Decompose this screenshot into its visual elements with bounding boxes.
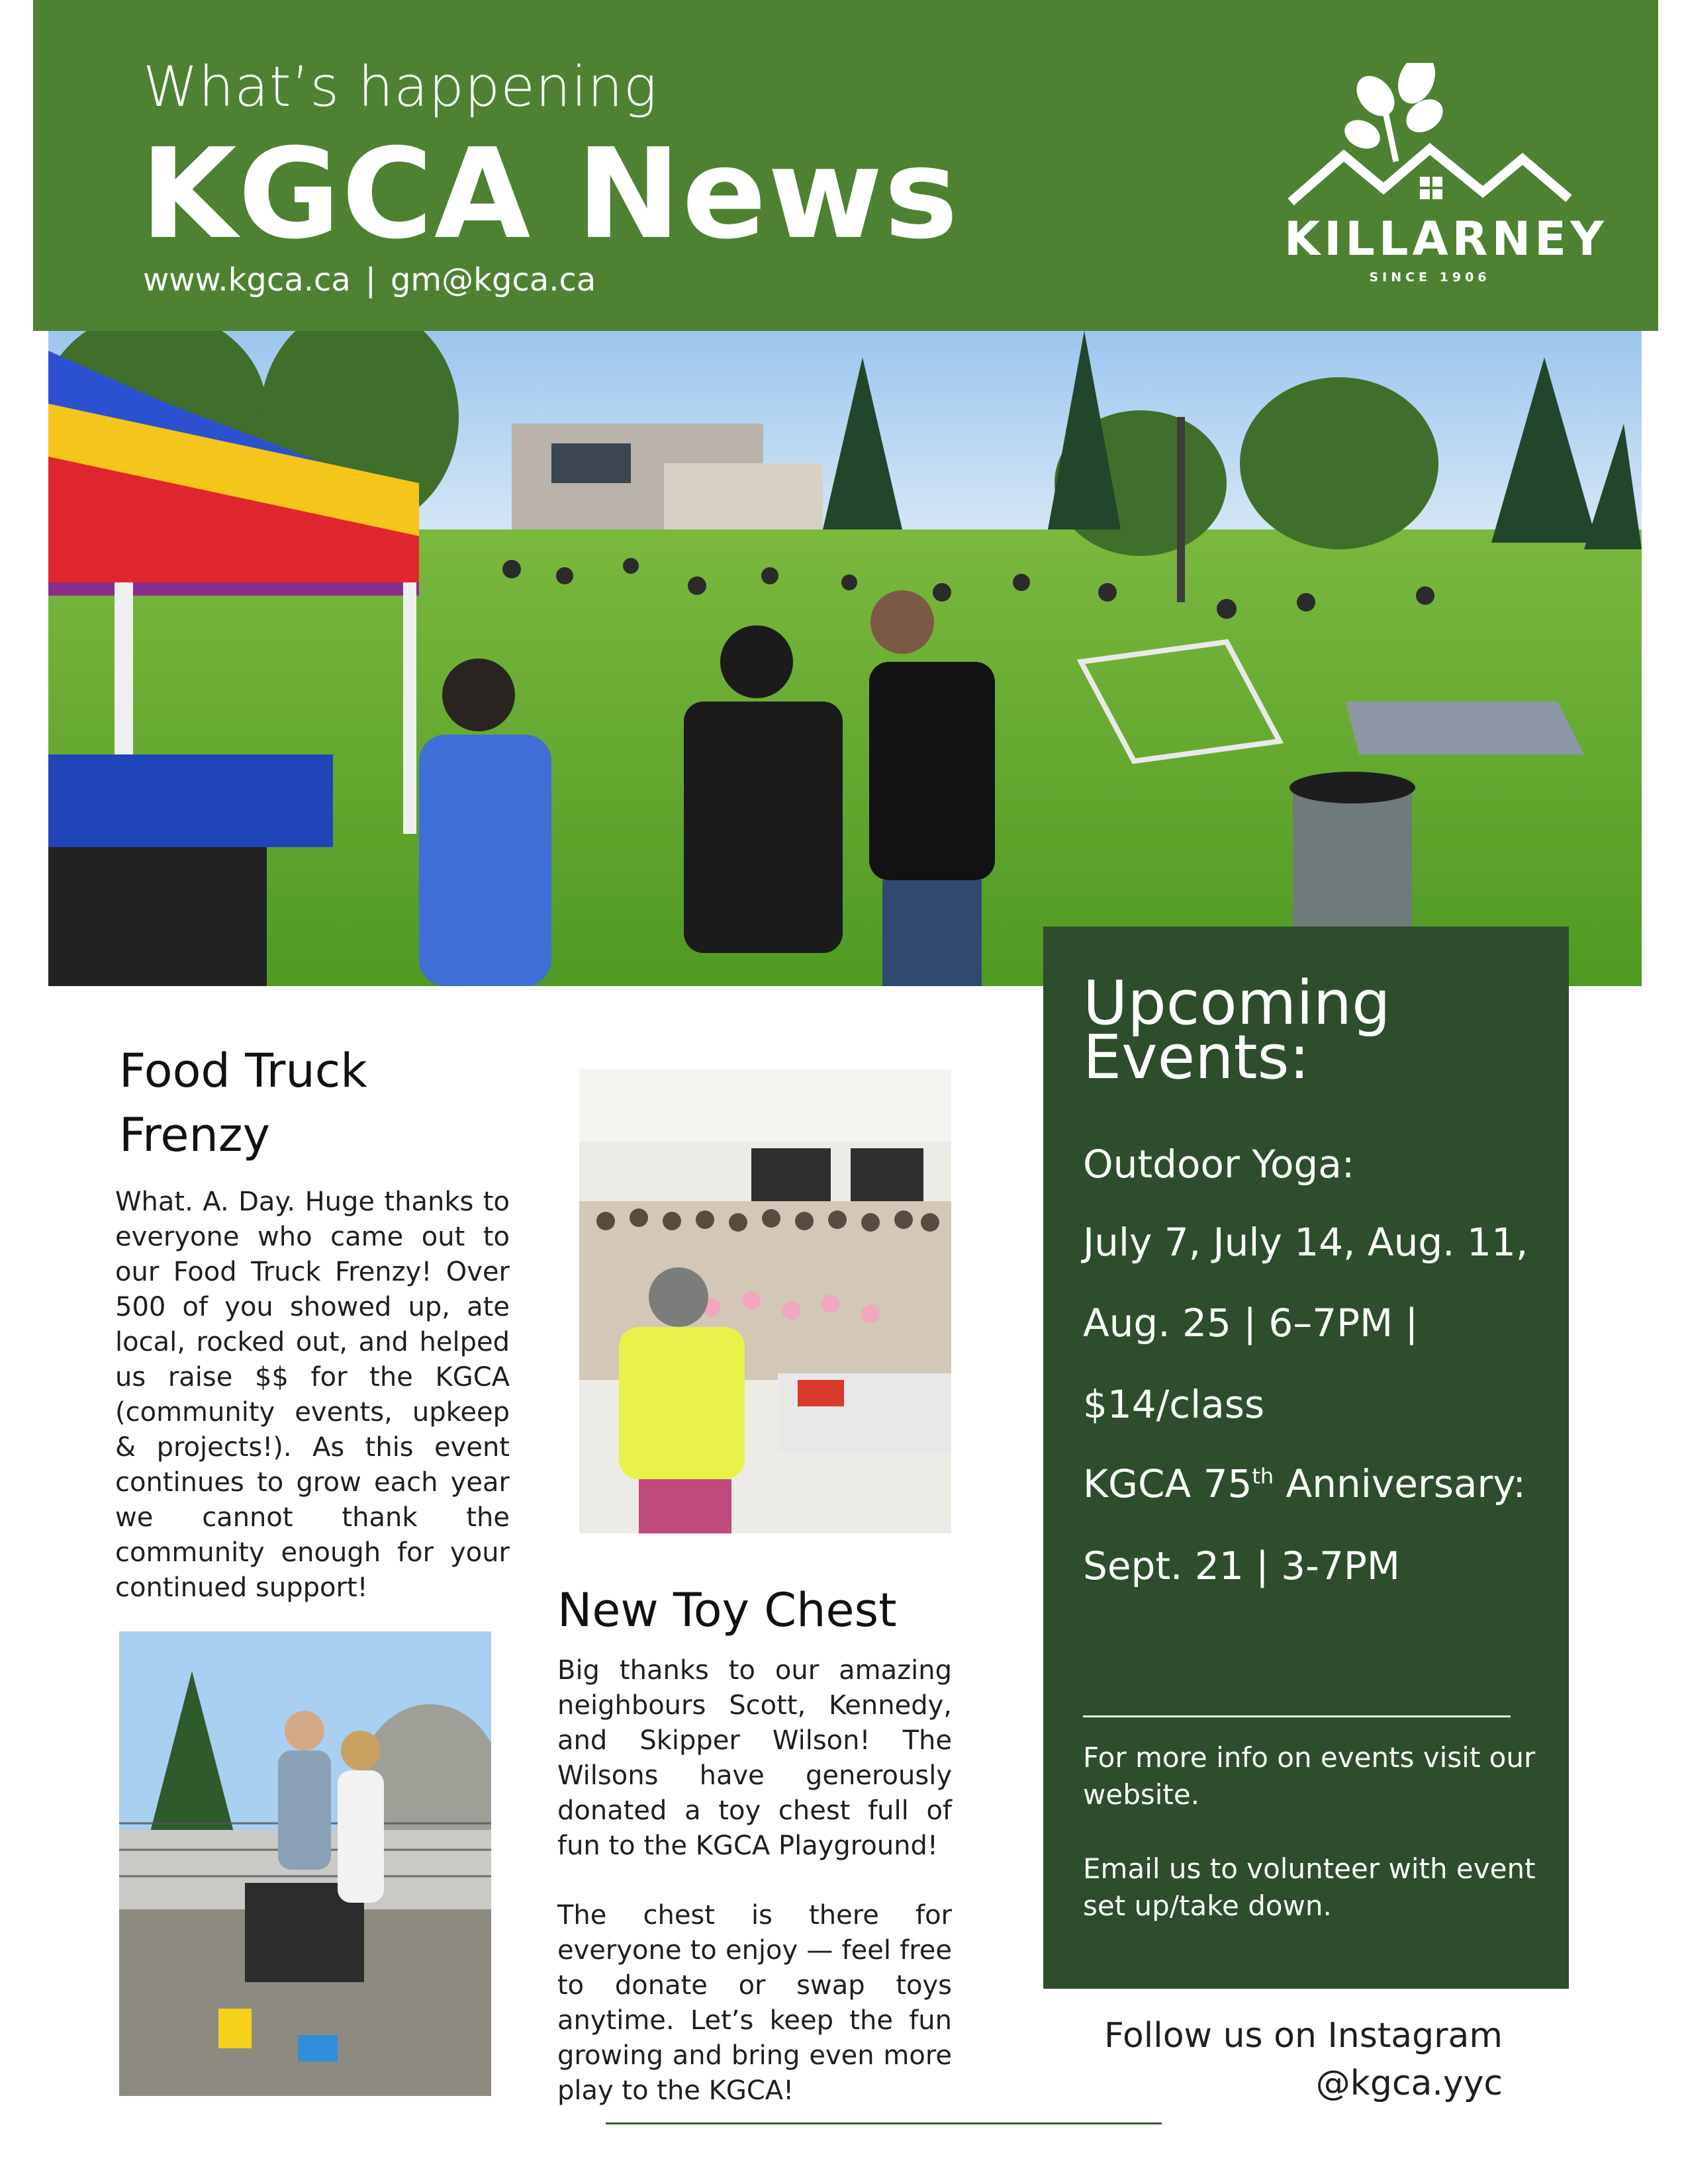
- newsletter-title: KGCA News: [140, 122, 960, 267]
- anniversary-suffix: Anniversary:: [1274, 1461, 1526, 1506]
- anniversary-sup: th: [1252, 1463, 1274, 1489]
- contact-separator: |: [365, 261, 376, 298]
- yoga-dates-1: July 7, July 14, Aug. 11,: [1083, 1220, 1528, 1265]
- food-truck-heading: [119, 1039, 490, 1167]
- anniversary-label: [1083, 1461, 1560, 1506]
- upcoming-events-heading-line1: Upcoming: [1083, 968, 1391, 1038]
- instagram-handle[interactable]: @kgca.yyc: [1315, 2064, 1503, 2103]
- logo-since: SINCE 1906: [1369, 270, 1491, 285]
- email-link[interactable]: gm@kgca.ca: [390, 261, 596, 298]
- divider-line: [606, 2122, 1162, 2124]
- events-info-note: For more info on events visit our website.: [1083, 1741, 1536, 1811]
- instagram-label: Follow us on Instagram: [1103, 2016, 1503, 2056]
- website-link[interactable]: www.kgca.ca: [143, 261, 351, 298]
- toy-chest-body-2: The chest is there for everyone to enjoy — feel free to donate or swap toys anytime. Let’s keep the fun growing and bring even more play to the KGCA!: [557, 1900, 952, 2106]
- hero-photo-park-event: [48, 331, 1642, 986]
- header-kicker: What’s happening: [143, 54, 658, 119]
- photo-wilson-family-toy-chest: [119, 1631, 491, 2096]
- logo-wordmark: KILLARNEY: [1284, 212, 1608, 266]
- upcoming-events-heading: [1083, 968, 1546, 1093]
- toy-chest-heading: New Toy Chest: [557, 1583, 897, 1637]
- anniversary-prefix: KGCA 75: [1083, 1461, 1252, 1506]
- instagram-callout: [1059, 2012, 1503, 2107]
- anniversary-date: Sept. 21 | 3-7PM: [1083, 1543, 1400, 1588]
- food-truck-body: What. A. Day. Huge thanks to everyone who came out to our Food Truck Frenzy! Over 500 of you showed up, ate local, rocked out, and helped us raise $$ for the KGCA (community events, upkeep & projects!). As this event continues to grow each year we cannot thank the community enough for your continued support!: [115, 1187, 510, 1603]
- events-volunteer-note: Email us to volunteer with event set up/take down.: [1083, 1852, 1536, 1922]
- house-window-icon: [1420, 177, 1442, 199]
- events-divider: [1083, 1715, 1511, 1717]
- food-truck-heading-line1: Food Truck: [119, 1044, 367, 1098]
- food-truck-heading-line2: Frenzy: [119, 1107, 271, 1162]
- photo-kids-event-hall: [579, 1069, 951, 1533]
- toy-chest-body-1: Big thanks to our amazing neighbours Scott, Kennedy, and Skipper Wilson! The Wilsons have generously donated a toy chest full of fun to the KGCA Playground!: [557, 1655, 952, 1861]
- yoga-price: $14/class: [1083, 1382, 1265, 1427]
- yoga-dates-2: Aug. 25 | 6–7PM |: [1083, 1300, 1419, 1345]
- yoga-label: Outdoor Yoga:: [1083, 1142, 1355, 1187]
- upcoming-events-heading-line2: Events:: [1083, 1022, 1310, 1093]
- contact-line: [143, 261, 596, 298]
